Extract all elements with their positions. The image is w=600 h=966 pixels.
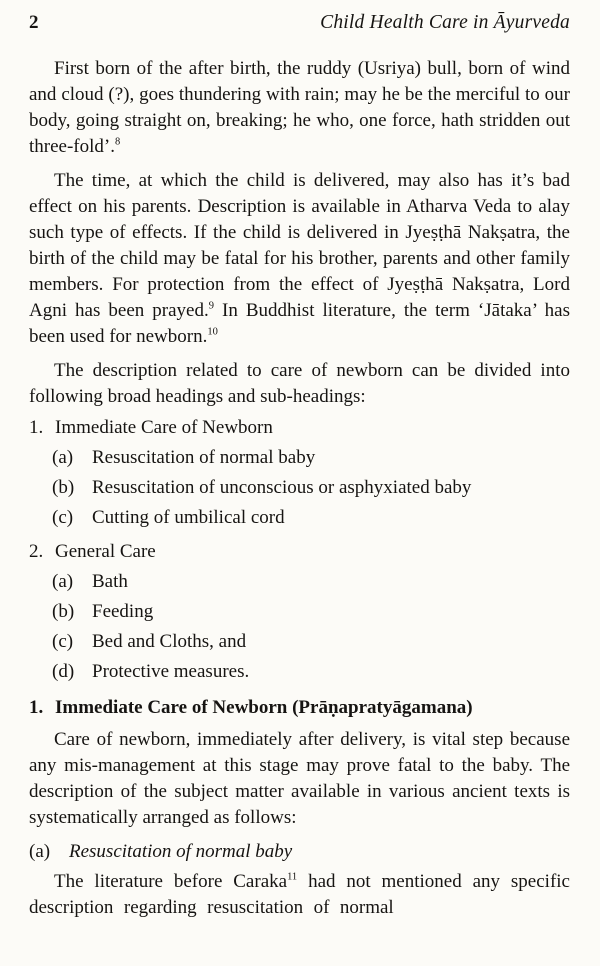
outline-subitem-label: Bed and Cloths, and xyxy=(92,631,247,652)
outline-subitem-label: Resuscitation of unconscious or asphyxiated baby xyxy=(92,477,472,498)
outline-subitem-label: Bath xyxy=(92,571,128,592)
outline-subitem-number: (c) xyxy=(52,507,74,528)
paragraph-delivery-time xyxy=(29,168,570,350)
section-heading-title: Immediate Care of Newborn (Prāṇapratyāgamana) xyxy=(55,697,473,718)
outline-item-number: 2. xyxy=(29,541,44,562)
outline-subitem-number: (b) xyxy=(52,601,75,622)
outline-subitem-resuscitation-normal xyxy=(29,443,570,473)
outline-item-immediate-care xyxy=(29,413,570,443)
outline-subitem-label: Cutting of umbilical cord xyxy=(92,507,285,528)
outline-subitem-feeding xyxy=(29,597,570,627)
paragraph-text: The literature before Caraka xyxy=(54,871,288,892)
sub-heading-resuscitation-normal xyxy=(29,839,570,865)
paragraph-text: First born of the after birth, the ruddy (Usriya) bull, born of wind and cloud (?), goes thundering with rain; may he be the merciful to our body, going straight on, breaking; he who, one force, hath stridden out three-fold’. xyxy=(29,58,570,157)
outline-subitem-bath xyxy=(29,567,570,597)
paragraph-text: In Buddhist literature, the term ‘Jātaka’ has been used for newborn. xyxy=(29,300,570,347)
running-title: Child Health Care in Āyurveda xyxy=(320,12,570,33)
outline-item-label: General Care xyxy=(55,541,156,562)
page-number: 2 xyxy=(29,12,39,33)
outline-subitem-number: (d) xyxy=(52,661,75,682)
outline-subitem-number: (b) xyxy=(52,477,75,498)
outline-subitem-number: (c) xyxy=(52,631,74,652)
sub-heading-number: (a) xyxy=(29,841,51,862)
page-header xyxy=(29,10,570,36)
sub-heading-title: Resuscitation of normal baby xyxy=(69,841,293,862)
paragraph-text: The time, at which the child is delivered, may also has it’s bad effect on his parents. Description is available in Atharva Veda to alay such type of effects. If the child is delivered in Jyeṣṭhā Nakṣatra, the birth of the child may be fatal for his brother, parents and other family members. For protection from the effect of Jyeṣṭhā Nakṣatra, Lord Agni has been prayed. xyxy=(29,170,570,321)
outline-list xyxy=(29,413,570,687)
footnote-ref-9: 9 xyxy=(208,300,214,312)
outline-subitem-protective-measures xyxy=(29,657,570,687)
outline-item-number: 1. xyxy=(29,417,44,438)
outline-subitem-label: Protective measures. xyxy=(92,661,250,682)
outline-subitem-umbilical-cord xyxy=(29,503,570,533)
paragraph-literature-before-caraka xyxy=(29,869,570,921)
footnote-ref-8: 8 xyxy=(114,136,121,148)
outline-item-label: Immediate Care of Newborn xyxy=(55,417,273,438)
footnote-ref-10: 10 xyxy=(207,326,218,338)
outline-subitem-label: Feeding xyxy=(92,601,154,622)
outline-subitem-number: (a) xyxy=(52,571,74,592)
outline-subitem-number: (a) xyxy=(52,447,74,468)
paragraph-text: had not mentioned any specific description regarding resuscitation of normal xyxy=(29,871,570,918)
outline-subitem-label: Resuscitation of normal baby xyxy=(92,447,316,468)
outline-subitem-bed-and-cloths xyxy=(29,627,570,657)
outline-item-general-care xyxy=(29,537,570,567)
section-heading-number: 1. xyxy=(29,697,44,718)
paragraph-headings-intro: The description related to care of newborn can be divided into following broad headings and sub-headings: xyxy=(29,360,570,407)
outline-subitem-resuscitation-unconscious xyxy=(29,473,570,503)
paragraph-hymn-quote xyxy=(29,56,570,160)
section-heading-immediate-care xyxy=(29,695,570,721)
footnote-ref-11: 11 xyxy=(287,871,298,883)
paragraph-care-importance: Care of newborn, immediately after delivery, is vital step because any mis-management at this stage may prove fatal to the baby. The description of the subject matter available in various ancient texts is systematically arranged as follows: xyxy=(29,729,570,828)
